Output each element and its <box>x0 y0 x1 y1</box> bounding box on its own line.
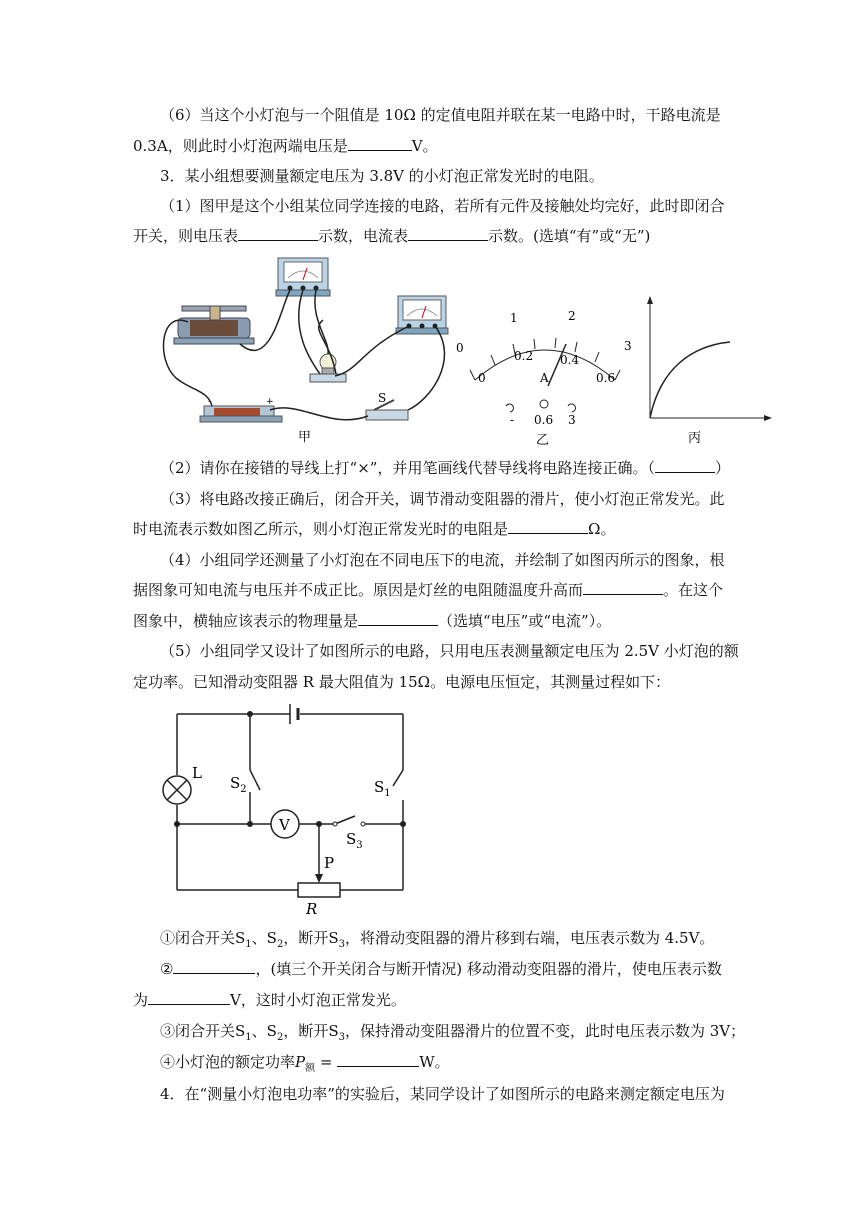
p2-text: （2）请你在接错的导线上打“×”，并用笔画线代替导线将电路连接正确。（ <box>160 459 655 477</box>
step-3: ③闭合开关$S_1$、$S_2$，断开$S_3$，保持滑动变阻器滑片的位置不变，此时电压表示数为 3V； <box>160 1022 746 1043</box>
q6-line2 <box>133 136 438 156</box>
step-2-cont: 为 V，这时小灯泡正常发光。 <box>133 991 406 1009</box>
answer-blank-switches[interactable] <box>173 959 255 974</box>
terminal-neg: - <box>510 413 515 427</box>
figure-jia-circuit <box>160 250 460 450</box>
q3-p1-line2 <box>133 226 650 246</box>
figure-bing-graph <box>640 290 780 450</box>
step-2: ② ，(填三个开关闭合与断开情况) 移动滑动变阻器的滑片，使电压表示数 <box>160 960 722 978</box>
dial-outer-2: 2 <box>568 309 576 323</box>
terminal-0.6: 0.6 <box>534 413 554 427</box>
answer-blank-p4b[interactable] <box>358 611 438 626</box>
dial-outer-3: 3 <box>624 339 632 353</box>
q3-p3-line1: （3）将电路改接正确后，闭合开关，调节滑动变阻器的滑片，使小灯泡正常发光。此 <box>160 490 725 508</box>
q3-p4-line2 <box>133 580 723 600</box>
q3-p5-line1: （5）小组同学又设计了如图所示的电路，只用电压表测量额定电压为 2.5V 小灯泡的额 <box>160 642 739 660</box>
p3-unit: Ω。 <box>588 520 616 538</box>
q6-unit: V。 <box>411 137 438 155</box>
answer-blank-resistance[interactable] <box>508 519 588 534</box>
label-S2: $S_2$ <box>230 774 247 795</box>
q3-title: 3．某小组想要测量额定电压为 3.8V 的小灯泡正常发光时的电阻。 <box>160 167 604 185</box>
q3-p2 <box>160 458 730 478</box>
answer-blank[interactable] <box>348 136 412 151</box>
q3-p1-line1: （1）图甲是这个小组某位同学连接的电路，若所有元件及接触处均完好，此时即闭合 <box>160 197 725 215</box>
fig-yi-label: 乙 <box>536 433 550 448</box>
q3-p4-line3 <box>133 611 611 631</box>
figure-circuit-5 <box>150 700 420 920</box>
answer-blank-voltage[interactable] <box>148 990 230 1005</box>
q3-p3-line2 <box>133 519 615 539</box>
answer-blank-ammeter[interactable] <box>408 226 488 241</box>
label-V: V <box>279 816 290 834</box>
q3-p4-line1: （4）小组同学还测量了小灯泡在不同电压下的电流，并绘制了如图丙所示的图象，根 <box>160 551 725 569</box>
answer-blank-p4a[interactable] <box>583 580 663 595</box>
p2-close: ） <box>714 459 730 477</box>
answer-blank-p2[interactable] <box>655 458 715 473</box>
p4-text-a: 据图象可知电流与电压并不成正比。原因是灯丝的电阻随温度升高而 <box>133 581 584 599</box>
p1-text-a: 开关，则电压表 <box>133 227 239 245</box>
label-P: P <box>324 854 335 872</box>
q3-p5-line2: 定功率。已知滑动变阻器 R 最大阻值为 15Ω。电源电压恒定，其测量过程如下： <box>133 673 671 691</box>
dial-outer-0: 0 <box>456 341 464 355</box>
p4-text-b: 。在这个 <box>663 581 724 599</box>
p4-text-d: （选填“电压”或“电流”）。 <box>438 612 612 630</box>
label-R: R <box>306 900 318 918</box>
label-S1: $S_1$ <box>374 778 391 799</box>
fig-bing-label: 丙 <box>688 431 702 446</box>
p1-text-c: 示数。(选填“有”或“无”) <box>488 227 651 245</box>
figure-yi-ammeter-dial <box>450 300 640 450</box>
label-S3: $S_3$ <box>346 830 363 851</box>
switch-label: S <box>378 391 387 405</box>
dial-inner-0.6: 0.6 <box>596 371 616 385</box>
terminal-3: 3 <box>568 413 576 427</box>
answer-blank-power[interactable] <box>337 1052 419 1067</box>
dial-unit: A <box>540 371 549 385</box>
q6-text: 0.3A，则此时小灯泡两端电压是 <box>133 137 348 155</box>
dial-inner-0.2: 0.2 <box>514 349 534 363</box>
q6-line1: （6）当这个小灯泡与一个阻值是 10Ω 的定值电阻并联在某一电路中时，干路电流是 <box>160 106 721 124</box>
q4-line1: 4．在“测量小灯泡电功率”的实验后，某同学设计了如图所示的电路来测定额定电压为 <box>160 1085 725 1103</box>
svg-text:+: + <box>266 397 274 407</box>
p1-text-b: 示数，电流表 <box>318 227 409 245</box>
dial-inner-0.4: 0.4 <box>560 353 580 367</box>
svg-text:-: - <box>208 397 212 407</box>
p4-text-c: 图象中，横轴应该表示的物理量是 <box>133 612 359 630</box>
p3-text: 时电流表示数如图乙所示，则小灯泡正常发光时的电阻是 <box>133 520 509 538</box>
answer-blank-voltmeter[interactable] <box>238 226 318 241</box>
step-1: ①闭合开关$S_1$、$S_2$，断开$S_3$，将滑动变阻器的滑片移到右端，电压表示数为 4.5V。 <box>160 929 715 950</box>
dial-outer-1: 1 <box>510 311 518 325</box>
label-L: L <box>192 764 202 782</box>
step-4: ④小灯泡的额定功率$P_额 = W$。 <box>160 1053 450 1074</box>
dial-inner-0: 0 <box>478 371 486 385</box>
fig-jia-label: 甲 <box>298 430 312 445</box>
